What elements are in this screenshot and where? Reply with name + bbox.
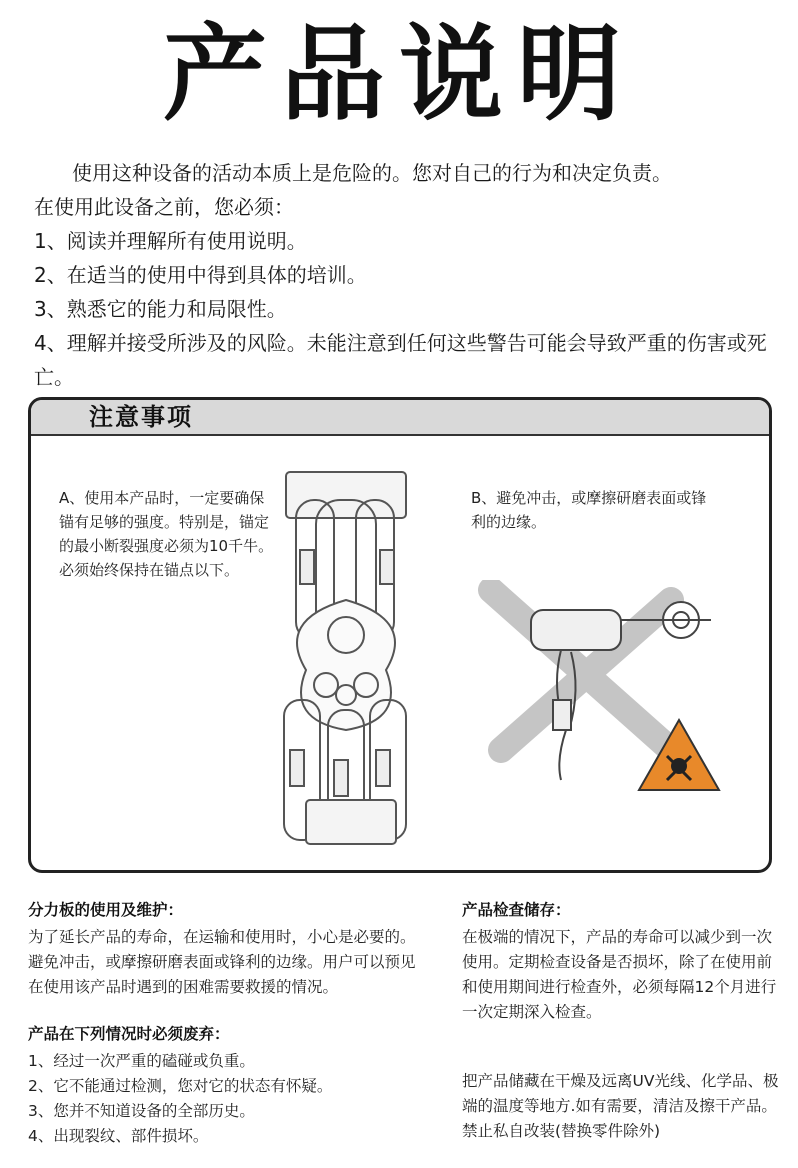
discard-item: 4、出现裂纹、部件损坏。: [28, 1127, 209, 1145]
discard-item: 1、经过一次严重的磕碰或负重。: [28, 1052, 255, 1070]
no-sharp-edge-illustration: [471, 580, 721, 820]
intro-item: 2、在适当的使用中得到具体的培训。: [34, 263, 367, 287]
intro-line-2: 在使用此设备之前，您必须：: [34, 195, 294, 219]
anchor-plate-illustration: [256, 470, 436, 850]
discard-item: 3、您并不知道设备的全部历史。: [28, 1102, 255, 1120]
maintenance-text: 为了延长产品的寿命，在运输和使用时，小心是必要的。避免冲击，或摩擦研磨表面或锋利的边缘。用户可以预见在使用该产品时遇到的困难需要救援的情况。: [28, 928, 416, 996]
page-title: 产品说明: [162, 13, 635, 135]
notice-header: [31, 400, 769, 436]
discard-item: 2、它不能通过检测，您对它的状态有怀疑。: [28, 1077, 333, 1095]
discard-title: 产品在下列情况时必须废弃：: [28, 1025, 230, 1043]
notice-box: [28, 397, 772, 873]
intro-section: [34, 156, 774, 394]
maintenance-title: 分力板的使用及维护：: [28, 901, 184, 919]
note-b-text: B、避免冲击，或摩擦研磨表面或锋利的边缘。: [471, 489, 707, 531]
inspection-title: 产品检查储存：: [462, 901, 571, 919]
storage-text: 把产品储藏在干燥及远离UV光线、化学品、极端的温度等地方.如有需要，清洁及擦干产品。禁止私自改装(替换零件除外): [462, 1072, 779, 1140]
intro-item: 4、理解并接受所涉及的风险。未能注意到任何这些警告可能会导致严重的伤害或死亡。: [34, 331, 767, 389]
inspection-text: 在极端的情况下，产品的寿命可以减少到一次使用。定期检查设备是否损坏，除了在使用前和使用期间进行检查外，必须每隔12个月进行一次定期深入检查。: [462, 928, 777, 1021]
note-a-text: A、使用本产品时，一定要确保锚有足够的强度。特别是，锚定的最小断裂强度必须为10千牛。必须始终保持在锚点以下。: [59, 489, 274, 579]
inspection-column: [462, 898, 782, 1144]
maintenance-column: [28, 898, 428, 1149]
intro-item: 1、阅读并理解所有使用说明。: [34, 229, 307, 253]
notice-title: 注意事项: [89, 403, 193, 431]
intro-line-1: 使用这种设备的活动本质上是危险的。您对自己的行为和决定负责。: [72, 161, 672, 185]
intro-item: 3、熟悉它的能力和局限性。: [34, 297, 287, 321]
